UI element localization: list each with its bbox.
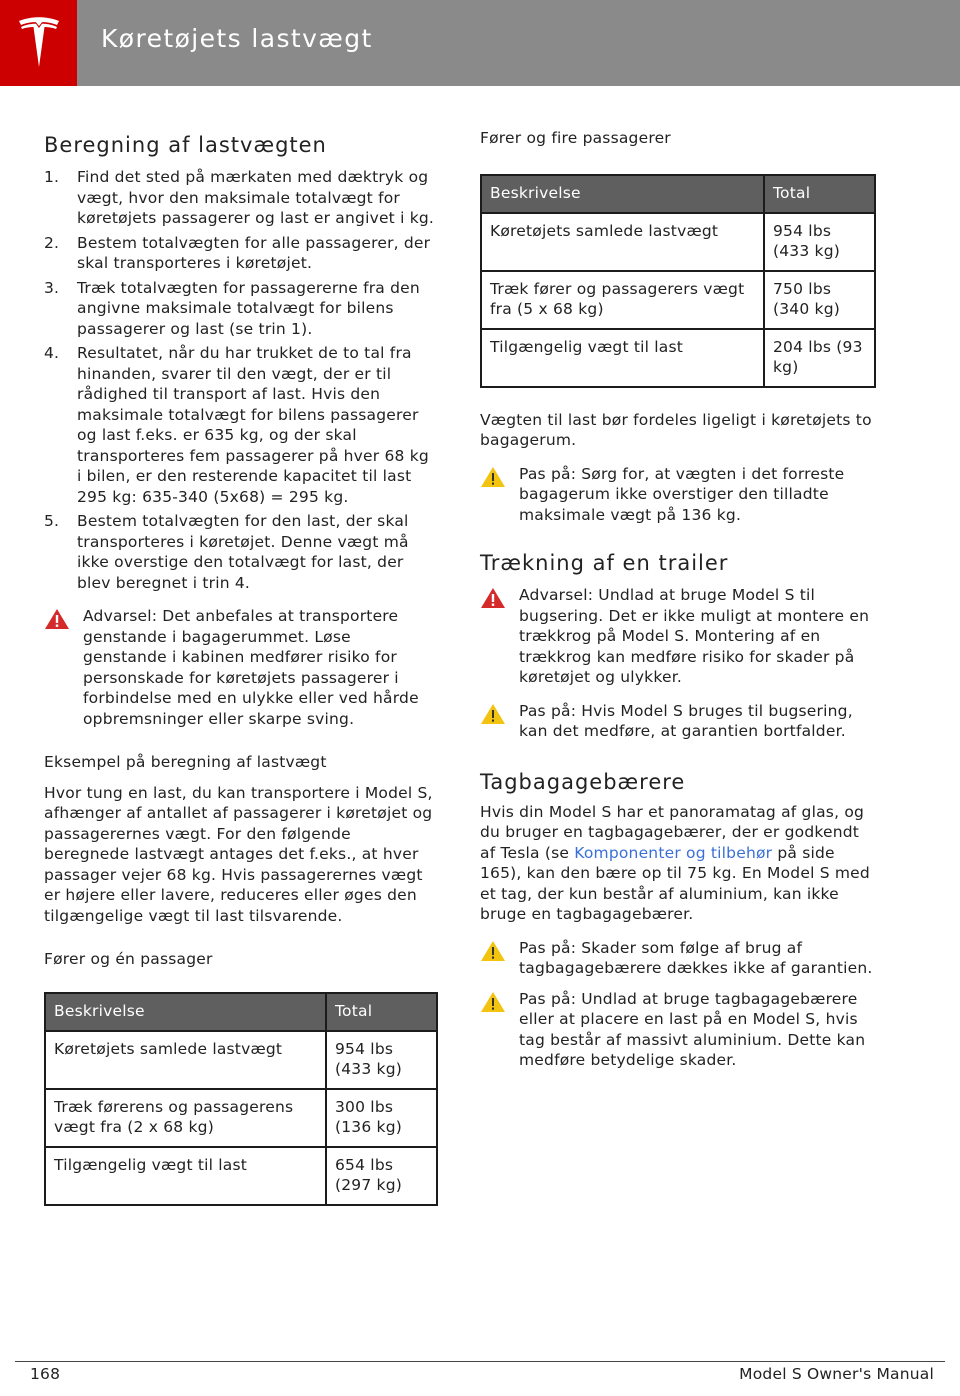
caution-notice: [480, 938, 876, 979]
table-row: [481, 213, 875, 271]
table-cell: 954 lbs (433 kg): [326, 1031, 437, 1089]
warning-notice: [480, 585, 876, 688]
caution-notice: [480, 464, 876, 526]
page-number: 168: [30, 1365, 61, 1383]
table-cell: 954 lbs (433 kg): [764, 213, 875, 271]
tesla-logo-icon: [17, 17, 61, 69]
caution-notice: [480, 701, 876, 742]
page-title: Køretøjets lastvægt: [101, 24, 373, 53]
step-number: 5.: [44, 512, 60, 530]
caution-icon: [480, 940, 506, 962]
step-number: 1.: [44, 168, 60, 186]
roof-text-start: Hvis din Model S har et panoramatag af glas, og du bruger en tagbagagebærer, der er godkendt af Tesla (se: [480, 802, 865, 862]
table-cell: 300 lbs (136 kg): [326, 1089, 437, 1147]
table-cell: Træk fører og passagerers vægt fra (5 x 68 kg): [481, 271, 764, 329]
calculation-steps: [44, 167, 438, 593]
table-row: [45, 1089, 437, 1147]
column-header-description: Beskrivelse: [45, 993, 326, 1031]
list-item: [44, 343, 438, 507]
list-item: [44, 167, 438, 229]
step-text: Resultatet, når du har trukket de to tal fra hinanden, svarer til den vægt, der er til rådighed til transport af last. Hvis den maksimale totalvægt for bilens passagerer og last f.eks. er 635 kg, og der skal transporteres fem passagerer på hver 68 kg i bilen, er den resterende kapacitet til last 295 kg: 635-340 (5x68) = 295 kg.: [77, 344, 429, 506]
caution-text: Pas på: Sørg for, at vægten i det forreste bagagerum ikke overstiger den tilladte maksimale vægt på 136 kg.: [519, 464, 845, 524]
step-number: 3.: [44, 278, 60, 297]
table-row: [45, 1147, 437, 1205]
example-text: Hvor tung en last, du kan transportere i Model S, afhænger af antallet af passagerer i køretøjet og passagerernes vægt. For den følgende beregnede lastvægt antages det f.eks., at hver passager vejer 68 kg. Hvis passagerernes vægt er højere eller lavere, reduceres eller øges den tilgængelige vægt til last tilsvarende.: [44, 783, 433, 925]
list-item: [44, 511, 438, 593]
load-table-one-passenger: [44, 992, 438, 1206]
column-header-description: Beskrivelse: [481, 175, 764, 213]
footer-divider: [15, 1361, 945, 1362]
load-table-four-passengers: [480, 174, 876, 388]
caution-text: Pas på: Undlad at bruge tagbagagebærere eller at placere en last på en Model S, hvis tag består af massivt aluminium. Dette kan medføre betydelige skader.: [519, 989, 866, 1069]
section-heading-trailer: Trækning af en trailer: [480, 551, 729, 575]
table-cell: Køretøjets samlede lastvægt: [481, 213, 764, 271]
table-row: [481, 271, 875, 329]
page-header: [0, 0, 960, 86]
table-cell: Køretøjets samlede lastvægt: [45, 1031, 326, 1089]
column-header-total: Total: [764, 175, 875, 213]
section-heading-roof-racks: Tagbagagebærere: [480, 769, 686, 794]
list-item: [44, 278, 438, 340]
column-header-total: Total: [326, 993, 437, 1031]
table-cell: Tilgængelig vægt til last: [481, 329, 764, 387]
section-heading-load-calculation: Beregning af lastvægten: [44, 133, 327, 157]
tesla-logo: [0, 0, 77, 86]
step-text: Træk totalvægten for passagererne fra den angivne maksimale totalvægt for bilens passagerer og last (se trin 1).: [77, 278, 420, 338]
step-text: Bestem totalvægten for den last, der skal transporteres i køretøjet. Denne vægt må ikke overstige den totalvægt for last, der blev beregnet i trin 4.: [77, 512, 409, 592]
step-text: Bestem totalvægten for alle passagerer, der skal transporteres i køretøjet.: [77, 233, 431, 272]
table-caption-four-passengers: Fører og fire passagerer: [480, 129, 671, 147]
caution-notice: [480, 989, 876, 1071]
table-row: [481, 329, 875, 387]
distribution-text: Vægten til last bør fordeles ligeligt i køretøjets to bagagerum.: [480, 410, 872, 449]
list-item: [44, 233, 438, 274]
table-header-row: [481, 175, 875, 213]
left-column: [44, 131, 438, 1206]
caution-text: Pas på: Skader som følge af brug af tagbagagebærere dækkes ikke af garantien.: [519, 938, 873, 977]
example-title: Eksempel på beregning af lastvægt: [44, 753, 327, 771]
table-row: [45, 1031, 437, 1089]
right-column: [480, 128, 876, 1071]
step-number: 4.: [44, 344, 60, 362]
caution-text: Pas på: Hvis Model S bruges til bugsering, kan det medføre, at garantien bortfalder.: [519, 701, 853, 740]
table-cell: 654 lbs (297 kg): [326, 1147, 437, 1205]
roof-text-end: på side 165), kan den bære op til 75 kg. En Model S med et tag, der kun består af aluminium, kan ikke bruge en tagbagagebærer.: [480, 843, 870, 923]
table-caption-one-passenger: Fører og én passager: [44, 950, 213, 968]
warning-text: Advarsel: Undlad at bruge Model S til bugsering. Det er ikke muligt at montere en trækkrog på Model S. Montering af en trækkrog kan medføre risiko for skader på køretøjet og ulykker.: [519, 586, 870, 686]
step-number: 2.: [44, 233, 60, 252]
table-cell: Træk førerens og passagerens vægt fra (2 x 68 kg): [45, 1089, 326, 1147]
warning-text: Advarsel: Det anbefales at transportere genstande i bagagerummet. Løse genstande i kabinen medfører risiko for personskade for køretøjets passagerer i forbindelse med en ulykke eller ved hårde opbremsninger eller skarpe sving.: [83, 607, 419, 728]
warning-icon: [44, 608, 70, 630]
table-cell: 750 lbs (340 kg): [764, 271, 875, 329]
caution-icon: [480, 703, 506, 725]
manual-title: Model S Owner's Manual: [739, 1365, 934, 1383]
caution-icon: [480, 991, 506, 1013]
step-text: Find det sted på mærkaten med dæktryk og vægt, hvor den maksimale totalvægt for køretøjets passagerer og last er angivet i kg.: [77, 168, 435, 227]
table-cell: 204 lbs (93 kg): [764, 329, 875, 387]
table-cell: Tilgængelig vægt til last: [45, 1147, 326, 1205]
warning-icon: [480, 587, 506, 609]
caution-icon: [480, 466, 506, 488]
roof-rack-text: [480, 802, 876, 925]
components-accessories-link[interactable]: Komponenter og tilbehør: [574, 843, 773, 862]
table-header-row: [45, 993, 437, 1031]
warning-notice: [44, 606, 438, 729]
